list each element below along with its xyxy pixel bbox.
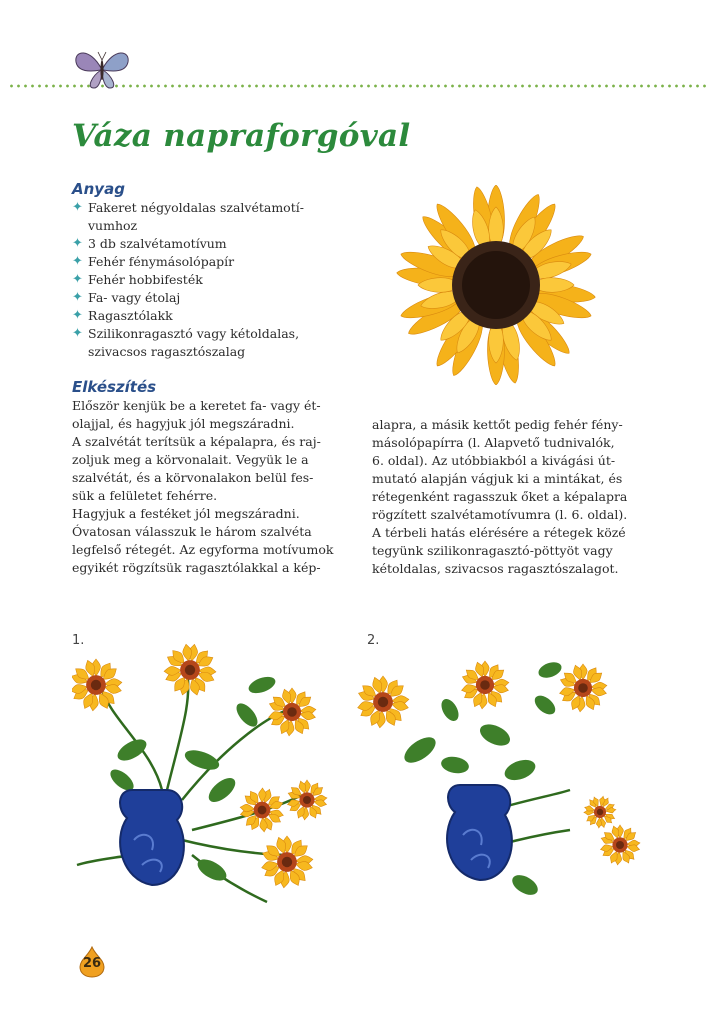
vase-arrangement-photo-2 xyxy=(355,640,655,920)
vase-arrangement-photo-1 xyxy=(72,640,352,920)
list-item: ✦ Fa- vagy étolaj xyxy=(72,290,181,305)
materials-heading: Anyag xyxy=(72,180,125,198)
star-bullet-icon: ✦ xyxy=(72,272,83,287)
list-item: ✦ Fehér fénymásolópapír xyxy=(72,254,235,269)
list-item: ✦ Fehér hobbifesték xyxy=(72,272,203,287)
instructions-column-1: Először kenjük be a keretet fa- vagy ét- olajjal, és hagyjuk jól megszáradni. A szalvétát terítsük a képalapra, és raj- zoljuk meg a körvonalait. Vegyük le a szalvétát, és a körvonalakon belül fes- sük a felületet fehérre. Hagyjuk a festéket jól megszáradni. Óvatosan válasszuk le három szalvéta legfelső rétegét. Az egyforma motívumok egyikét rögzítsük ragasztólakkal a kép- xyxy=(72,398,334,575)
star-bullet-icon: ✦ xyxy=(72,200,83,215)
figure-label-1: 1. xyxy=(72,633,85,648)
list-item: ✦ Fakeret négyoldalas szalvétamotí-vumhoz xyxy=(72,200,304,233)
page-number: 26 xyxy=(82,956,102,971)
star-bullet-icon: ✦ xyxy=(72,290,83,305)
star-bullet-icon: ✦ xyxy=(72,254,83,269)
list-item: ✦ 3 db szalvétamotívum xyxy=(72,236,227,251)
star-bullet-icon: ✦ xyxy=(72,308,83,323)
list-item: ✦ Ragasztólakk xyxy=(72,308,173,323)
star-bullet-icon: ✦ xyxy=(72,236,83,251)
instructions-column-2: alapra, a másik kettőt pedig fehér fény- másolópapírra (l. Alapvető tudnivalók, 6. oldal). Az utóbbiakból a kivágási út- mutató alapján vágjuk ki a mintákat, és rétegenként ragasszuk őket a képalapra rögzített szalvétamotívumra (l. 6. oldal). A térbeli hatás elérésére a rétegek közé tegyünk szilikonragasztó-pöttyöt vagy kétoldalas, szivacsos ragasztószalagot. xyxy=(372,417,628,576)
materials-list xyxy=(72,199,332,361)
star-bullet-icon: ✦ xyxy=(72,326,83,341)
page-number-badge xyxy=(78,946,106,978)
figure-label-2: 2. xyxy=(367,633,380,648)
sunflower-image xyxy=(378,185,610,385)
butterfly-icon xyxy=(72,46,132,92)
instructions-heading: Elkészítés xyxy=(72,378,157,396)
list-item: ✦ Szilikonragasztó vagy kétoldalas, szivacsos ragasztószalag xyxy=(72,326,300,359)
page-title: Váza napraforgóval xyxy=(72,118,411,154)
